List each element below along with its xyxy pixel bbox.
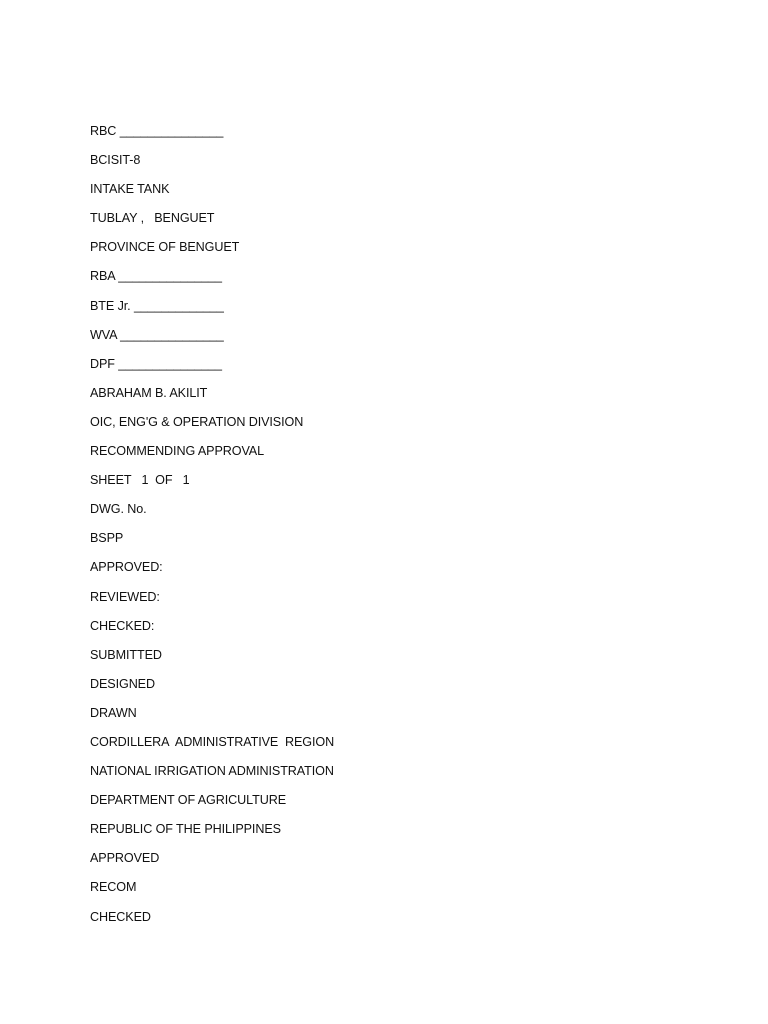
text-line: APPROVED: [90, 560, 163, 575]
text-line: REVIEWED: [90, 589, 160, 604]
text-line: OIC, ENG'G & OPERATION DIVISION [90, 414, 304, 429]
text-line: RBC _______________ [90, 124, 224, 138]
text-line: DWG. No. [90, 502, 147, 517]
text-line: BSPP [90, 531, 124, 546]
text-line: CHECKED: [90, 618, 155, 633]
text-line: ABRAHAM B. AKILIT [90, 385, 208, 400]
text-line: RBA _______________ [90, 269, 222, 284]
text-line: INTAKE TANK [90, 182, 170, 197]
text-line: WVA _______________ [90, 327, 224, 342]
text-line-list [90, 122, 334, 937]
text-line: DEPARTMENT OF AGRICULTURE [90, 793, 286, 808]
text-line: REPUBLIC OF THE PHILIPPINES [90, 822, 281, 837]
text-line: CHECKED [90, 909, 151, 924]
text-line: NATIONAL IRRIGATION ADMINISTRATION [90, 764, 334, 779]
text-line: DRAWN [90, 705, 137, 720]
text-line: BCISIT-8 [90, 153, 141, 168]
text-line: DPF _______________ [90, 356, 222, 371]
text-line: RECOM [90, 880, 137, 895]
text-line: SHEET 1 OF 1 [90, 473, 190, 488]
text-line: TUBLAY , BENGUET [90, 211, 215, 226]
text-line: DESIGNED [90, 676, 155, 691]
text-line: RECOMMENDING APPROVAL [90, 444, 265, 459]
text-line: PROVINCE OF BENGUET [90, 240, 240, 255]
text-line: BTE Jr. _____________ [90, 298, 224, 313]
text-line: CORDILLERA ADMINISTRATIVE REGION [90, 734, 335, 749]
text-line: APPROVED [90, 851, 160, 866]
text-line: SUBMITTED [90, 647, 162, 662]
